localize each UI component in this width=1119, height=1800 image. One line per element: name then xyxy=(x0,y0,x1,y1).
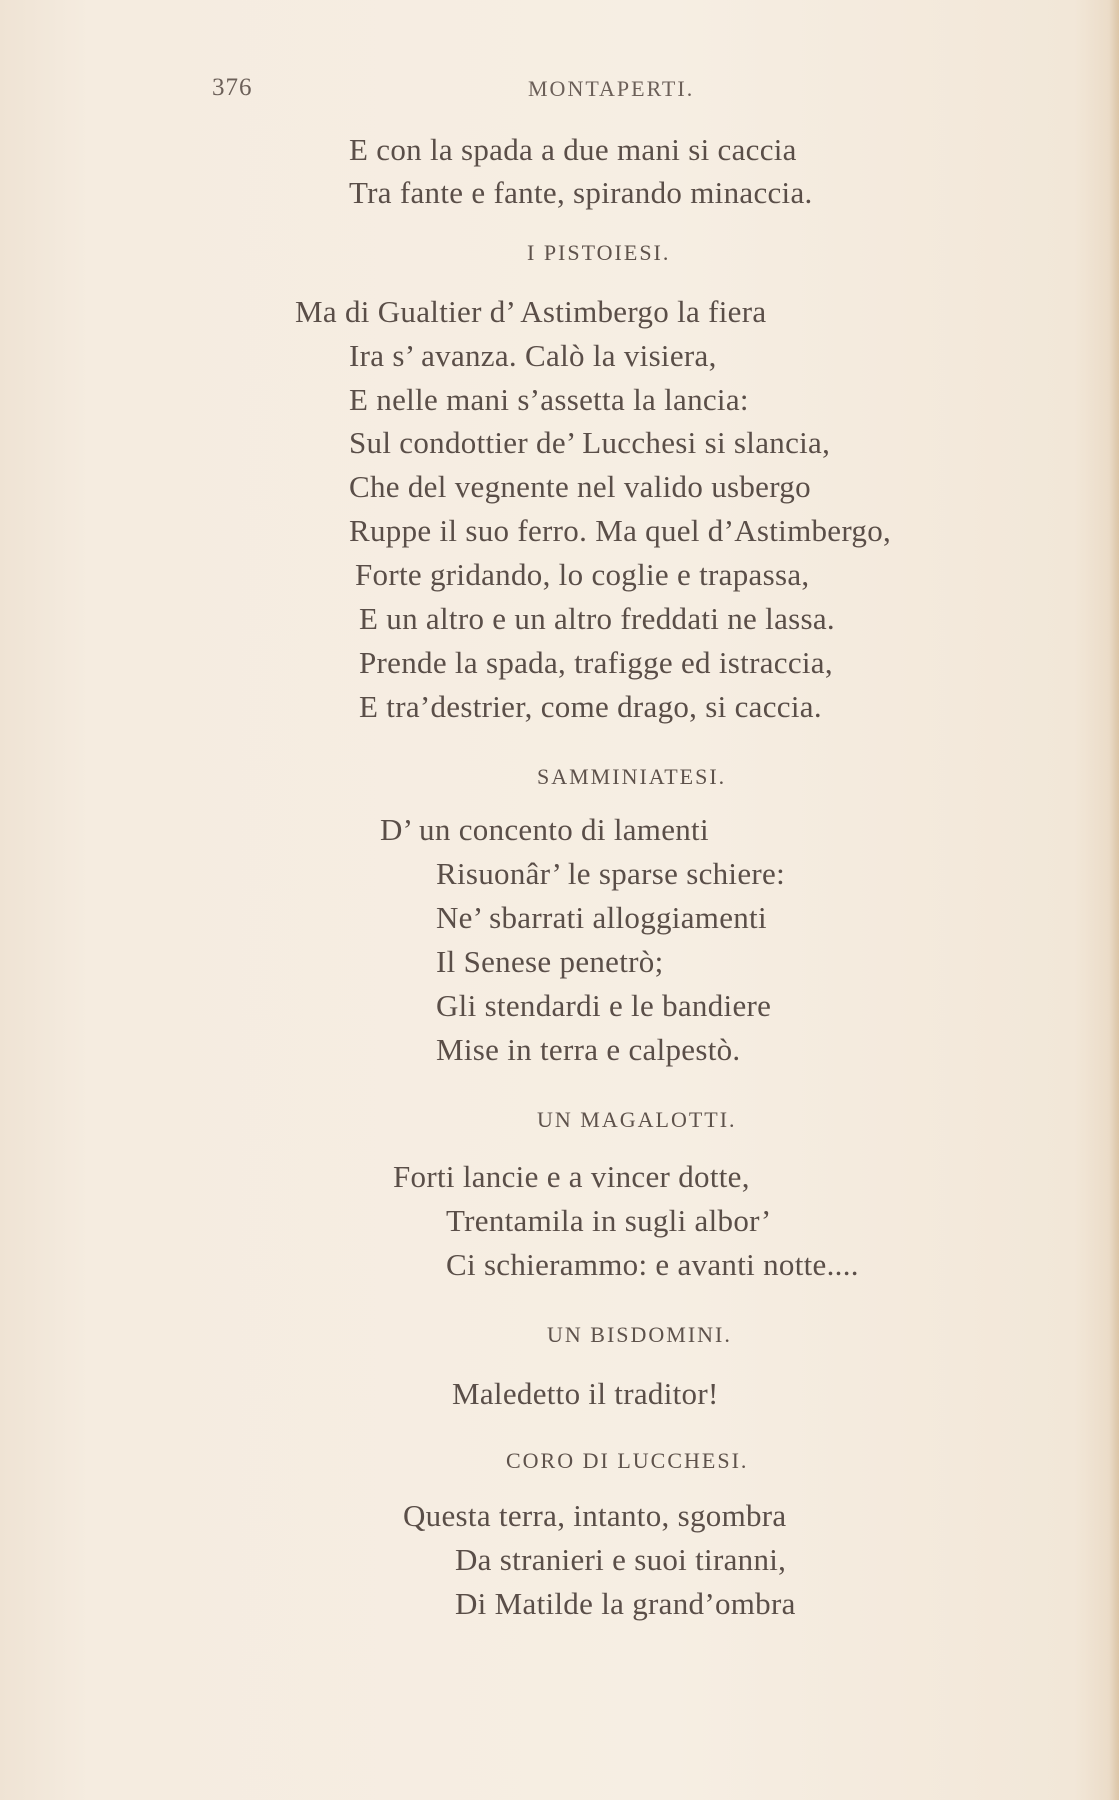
verse-line: E con la spada a due mani si caccia xyxy=(349,132,797,167)
verse-line: Ma di Gualtier d’ Astimbergo la fiera xyxy=(295,294,767,329)
verse-line: Prende la spada, trafigge ed istraccia, xyxy=(359,645,833,680)
verse-line: Mise in terra e calpestò. xyxy=(436,1032,741,1067)
running-title: MONTAPERTI. xyxy=(528,76,695,101)
speaker-heading: UN BISDOMINI. xyxy=(547,1322,732,1347)
verse-line: D’ un concento di lamenti xyxy=(380,812,709,847)
speaker-heading: SAMMINIATESI. xyxy=(537,764,727,789)
verse-line: Gli stendardi e le bandiere xyxy=(436,988,772,1023)
verse-line: E nelle mani s’assetta la lancia: xyxy=(349,382,749,417)
verse-line: Ira s’ avanza. Calò la visiera, xyxy=(349,338,717,373)
verse-line: Trentamila in sugli albor’ xyxy=(446,1203,772,1238)
page-edge-shadow xyxy=(1109,0,1119,1800)
verse-line: Il Senese penetrò; xyxy=(436,944,664,979)
verse-line: Risuonâr’ le sparse schiere: xyxy=(436,856,785,891)
verse-line: Tra fante e fante, spirando minaccia. xyxy=(349,175,813,210)
page-number: 376 xyxy=(212,74,253,101)
page-header xyxy=(0,70,1119,110)
verse-line: Forti lancie e a vincer dotte, xyxy=(393,1159,750,1194)
verse-line: Forte gridando, lo coglie e trapassa, xyxy=(355,557,810,592)
verse-line: Da stranieri e suoi tiranni, xyxy=(455,1542,787,1577)
verse-line: Questa terra, intanto, sgombra xyxy=(403,1498,787,1533)
verse-line: Maledetto il traditor! xyxy=(452,1376,719,1411)
verse-line: Che del vegnente nel valido usbergo xyxy=(349,469,811,504)
verse-line: Ruppe il suo ferro. Ma quel d’Astimbergo, xyxy=(349,513,892,548)
speaker-heading: CORO DI LUCCHESI. xyxy=(506,1448,749,1473)
speaker-heading: I PISTOIESI. xyxy=(527,240,671,265)
speaker-heading: UN MAGALOTTI. xyxy=(537,1107,737,1132)
verse-line: E tra’destrier, come drago, si caccia. xyxy=(359,689,822,724)
verse-line: Di Matilde la grand’ombra xyxy=(455,1586,796,1621)
verse-line: E un altro e un altro freddati ne lassa. xyxy=(359,601,835,636)
verse-line: Sul condottier de’ Lucchesi si slancia, xyxy=(349,425,831,460)
verse-line: Ci schierammo: e avanti notte.... xyxy=(446,1247,859,1282)
verse-line: Ne’ sbarrati alloggiamenti xyxy=(436,900,767,935)
